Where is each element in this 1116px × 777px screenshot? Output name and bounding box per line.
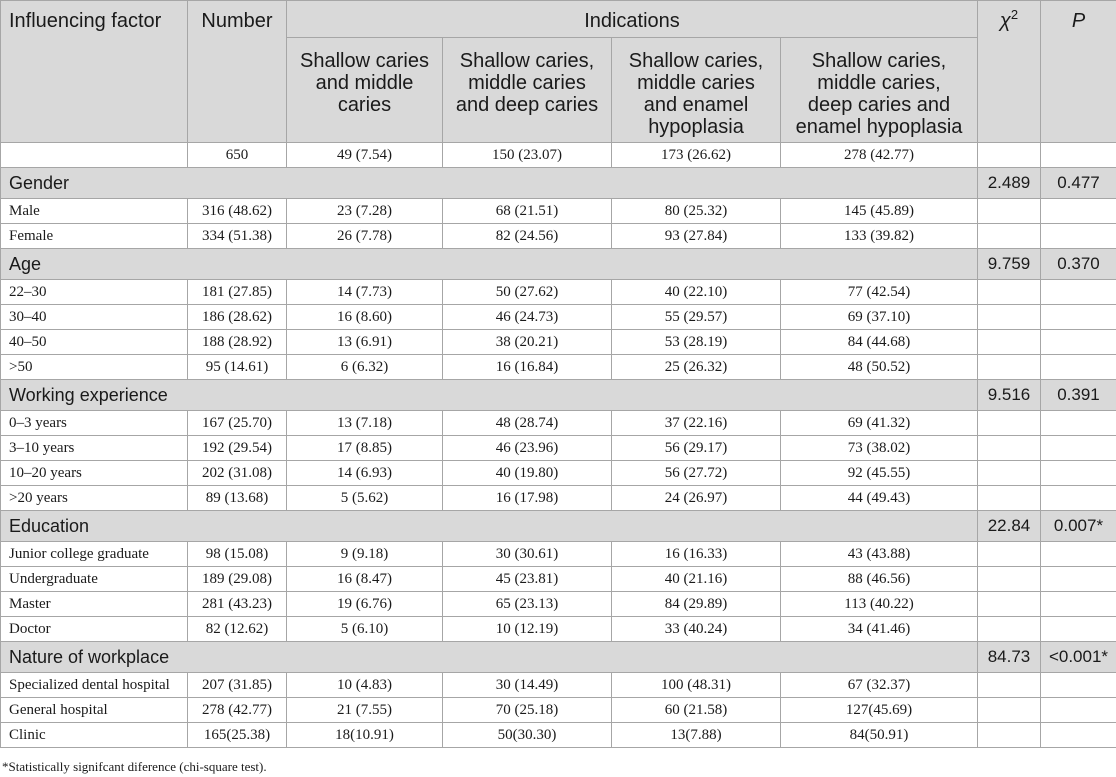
table-row (1, 461, 1116, 486)
p-value-cell (1041, 199, 1116, 224)
p-value-cell (1041, 280, 1116, 305)
indication-cell: 17 (8.85) (287, 436, 443, 461)
chi-square-value: 9.759 (978, 249, 1041, 280)
indication-cell: 13 (7.18) (287, 411, 443, 436)
indication-cell: 33 (40.24) (612, 617, 781, 642)
indication-cell: 30 (14.49) (443, 673, 612, 698)
table-row (1, 224, 1116, 249)
table-row (1, 330, 1116, 355)
factor-cell: 10–20 years (1, 461, 188, 486)
chi-square-cell (978, 673, 1041, 698)
factor-cell: General hospital (1, 698, 188, 723)
indication-cell: 68 (21.51) (443, 199, 612, 224)
indication-cell: 84 (29.89) (612, 592, 781, 617)
p-value-cell (1041, 592, 1116, 617)
p-value-cell (1041, 542, 1116, 567)
column-header-indication-shallow-middle-enamel: Shallow caries, middle caries and enamel hypoplasia (612, 38, 781, 143)
indication-cell: 48 (28.74) (443, 411, 612, 436)
indication-cell: 16 (16.33) (612, 542, 781, 567)
indication-cell: 93 (27.84) (612, 224, 781, 249)
table-row (1, 617, 1116, 642)
indication-cell: 13 (6.91) (287, 330, 443, 355)
number-cell: 165(25.38) (188, 723, 287, 748)
chi-square-cell (978, 330, 1041, 355)
indication-cell: 56 (29.17) (612, 436, 781, 461)
indication-cell: 5 (5.62) (287, 486, 443, 511)
indication-cell: 55 (29.57) (612, 305, 781, 330)
number-cell: 207 (31.85) (188, 673, 287, 698)
indication-cell: 9 (9.18) (287, 542, 443, 567)
chi-square-cell (978, 617, 1041, 642)
factor-cell: Master (1, 592, 188, 617)
indication-cell: 13(7.88) (612, 723, 781, 748)
indication-cell: 69 (41.32) (781, 411, 978, 436)
indication-cell: 46 (24.73) (443, 305, 612, 330)
chi-square-cell (978, 436, 1041, 461)
factor-cell: Junior college graduate (1, 542, 188, 567)
group-label: Working experience (1, 380, 978, 411)
indication-cell: 80 (25.32) (612, 199, 781, 224)
indication-cell: 37 (22.16) (612, 411, 781, 436)
indication-cell: 150 (23.07) (443, 143, 612, 168)
table-row (1, 567, 1116, 592)
p-value-cell (1041, 567, 1116, 592)
chi-square-cell (978, 143, 1041, 168)
indication-cell: 49 (7.54) (287, 143, 443, 168)
table-row (1, 698, 1116, 723)
indication-cell: 25 (26.32) (612, 355, 781, 380)
p-value-cell (1041, 673, 1116, 698)
table-row (1, 436, 1116, 461)
indication-cell: 26 (7.78) (287, 224, 443, 249)
indication-cell: 88 (46.56) (781, 567, 978, 592)
group-label: Education (1, 511, 978, 542)
number-cell: 188 (28.92) (188, 330, 287, 355)
indication-cell: 14 (7.73) (287, 280, 443, 305)
chi-square-value: 9.516 (978, 380, 1041, 411)
p-value-cell (1041, 698, 1116, 723)
p-value: 0.370 (1041, 249, 1116, 280)
indication-cell: 65 (23.13) (443, 592, 612, 617)
indication-cell: 278 (42.77) (781, 143, 978, 168)
table-row (1, 542, 1116, 567)
table-row (1, 486, 1116, 511)
group-row (1, 642, 1116, 673)
indication-cell: 21 (7.55) (287, 698, 443, 723)
chi-square-value: 22.84 (978, 511, 1041, 542)
factor-cell: 0–3 years (1, 411, 188, 436)
p-value-cell (1041, 143, 1116, 168)
p-value-cell (1041, 461, 1116, 486)
indication-cell: 84(50.91) (781, 723, 978, 748)
table-header (1, 1, 1116, 143)
number-cell: 82 (12.62) (188, 617, 287, 642)
p-value: 0.007* (1041, 511, 1116, 542)
indication-cell: 19 (6.76) (287, 592, 443, 617)
table-row (1, 355, 1116, 380)
table-row (1, 280, 1116, 305)
indication-cell: 16 (8.60) (287, 305, 443, 330)
indication-cell: 40 (22.10) (612, 280, 781, 305)
indication-cell: 16 (16.84) (443, 355, 612, 380)
indication-cell: 53 (28.19) (612, 330, 781, 355)
indication-cell: 24 (26.97) (612, 486, 781, 511)
number-cell: 189 (29.08) (188, 567, 287, 592)
number-cell: 89 (13.68) (188, 486, 287, 511)
number-cell: 192 (29.54) (188, 436, 287, 461)
factor-cell: >50 (1, 355, 188, 380)
indication-cell: 127(45.69) (781, 698, 978, 723)
p-value-cell (1041, 330, 1116, 355)
p-value: <0.001* (1041, 642, 1116, 673)
number-cell: 202 (31.08) (188, 461, 287, 486)
indication-cell: 92 (45.55) (781, 461, 978, 486)
chi-square-cell (978, 698, 1041, 723)
chi-square-cell (978, 542, 1041, 567)
indication-cell: 69 (37.10) (781, 305, 978, 330)
indication-cell: 56 (27.72) (612, 461, 781, 486)
factor-cell: 22–30 (1, 280, 188, 305)
indication-cell: 10 (4.83) (287, 673, 443, 698)
indication-cell: 82 (24.56) (443, 224, 612, 249)
table-footnote: *Statistically signifcant diference (chi-square test). (2, 759, 267, 774)
group-row (1, 511, 1116, 542)
header-row (1, 1, 1116, 38)
group-row (1, 168, 1116, 199)
indication-cell: 50(30.30) (443, 723, 612, 748)
number-cell: 281 (43.23) (188, 592, 287, 617)
indication-cell: 46 (23.96) (443, 436, 612, 461)
column-header-indication-shallow-middle: Shallow caries and middle caries (287, 38, 443, 143)
factor-cell: Undergraduate (1, 567, 188, 592)
column-header-indication-shallow-middle-deep: Shallow caries, middle caries and deep caries (443, 38, 612, 143)
chi-square-cell (978, 592, 1041, 617)
p-value-cell (1041, 723, 1116, 748)
indication-cell: 43 (43.88) (781, 542, 978, 567)
indication-cell: 6 (6.32) (287, 355, 443, 380)
p-value-cell (1041, 486, 1116, 511)
indication-cell: 30 (30.61) (443, 542, 612, 567)
factor-cell: 3–10 years (1, 436, 188, 461)
factor-cell: Specialized dental hospital (1, 673, 188, 698)
indication-cell: 40 (21.16) (612, 567, 781, 592)
chi-square-value: 2.489 (978, 168, 1041, 199)
chi-square-cell (978, 486, 1041, 511)
indication-cell: 14 (6.93) (287, 461, 443, 486)
table-row (1, 305, 1116, 330)
chi-square-cell (978, 723, 1041, 748)
column-header-chi-square (978, 1, 1041, 143)
indication-cell: 100 (48.31) (612, 673, 781, 698)
number-cell: 167 (25.70) (188, 411, 287, 436)
column-header-number: Number (188, 1, 287, 143)
number-cell: 181 (27.85) (188, 280, 287, 305)
indication-cell: 133 (39.82) (781, 224, 978, 249)
group-label: Age (1, 249, 978, 280)
indication-cell: 145 (45.89) (781, 199, 978, 224)
table-row (1, 199, 1116, 224)
chi-superscript: 2 (1010, 7, 1019, 22)
column-header-indications: Indications (287, 1, 978, 38)
indication-cell: 40 (19.80) (443, 461, 612, 486)
p-value-cell (1041, 224, 1116, 249)
indication-cell: 73 (38.02) (781, 436, 978, 461)
chi-square-cell (978, 305, 1041, 330)
indication-cell: 38 (20.21) (443, 330, 612, 355)
indication-cell: 67 (32.37) (781, 673, 978, 698)
factor-cell: 40–50 (1, 330, 188, 355)
p-value: 0.391 (1041, 380, 1116, 411)
indication-cell: 173 (26.62) (612, 143, 781, 168)
chi-square-cell (978, 567, 1041, 592)
p-value-cell (1041, 305, 1116, 330)
group-label: Nature of workplace (1, 642, 978, 673)
indication-cell: 70 (25.18) (443, 698, 612, 723)
table-row (1, 592, 1116, 617)
factor-cell: Male (1, 199, 188, 224)
indication-cell: 77 (42.54) (781, 280, 978, 305)
table-body (1, 143, 1116, 748)
p-value-cell (1041, 436, 1116, 461)
factor-cell: 30–40 (1, 305, 188, 330)
indication-cell: 48 (50.52) (781, 355, 978, 380)
chi-square-cell (978, 411, 1041, 436)
indication-cell: 34 (41.46) (781, 617, 978, 642)
indication-cell: 84 (44.68) (781, 330, 978, 355)
number-cell: 334 (51.38) (188, 224, 287, 249)
number-cell: 278 (42.77) (188, 698, 287, 723)
column-header-indication-all: Shallow caries, middle caries, deep caries and enamel hypoplasia (781, 38, 978, 143)
indication-cell: 16 (8.47) (287, 567, 443, 592)
table-row (1, 673, 1116, 698)
indication-cell: 10 (12.19) (443, 617, 612, 642)
factor-cell: >20 years (1, 486, 188, 511)
indication-cell: 113 (40.22) (781, 592, 978, 617)
p-value-cell (1041, 355, 1116, 380)
indication-cell: 60 (21.58) (612, 698, 781, 723)
indication-cell: 50 (27.62) (443, 280, 612, 305)
number-cell: 98 (15.08) (188, 542, 287, 567)
total-row (1, 143, 1116, 168)
factor-cell: Female (1, 224, 188, 249)
factor-cell: Doctor (1, 617, 188, 642)
column-header-p-value: P (1041, 1, 1116, 143)
indication-cell: 5 (6.10) (287, 617, 443, 642)
chi-square-cell (978, 280, 1041, 305)
column-header-influencing-factor: Influencing factor (1, 1, 188, 143)
indication-cell: 16 (17.98) (443, 486, 612, 511)
factor-cell: Clinic (1, 723, 188, 748)
number-cell: 650 (188, 143, 287, 168)
factor-cell (1, 143, 188, 168)
p-value-cell (1041, 617, 1116, 642)
chi-square-cell (978, 224, 1041, 249)
indication-cell: 23 (7.28) (287, 199, 443, 224)
table-row (1, 723, 1116, 748)
number-cell: 186 (28.62) (188, 305, 287, 330)
indication-cell: 44 (49.43) (781, 486, 978, 511)
chi-symbol: χ (999, 10, 1011, 32)
table-row (1, 411, 1116, 436)
p-value: 0.477 (1041, 168, 1116, 199)
indication-cell: 45 (23.81) (443, 567, 612, 592)
chi-square-cell (978, 461, 1041, 486)
p-value-cell (1041, 411, 1116, 436)
chi-square-cell (978, 355, 1041, 380)
number-cell: 316 (48.62) (188, 199, 287, 224)
group-row (1, 380, 1116, 411)
chi-square-cell (978, 199, 1041, 224)
indication-cell: 18(10.91) (287, 723, 443, 748)
chi-square-value: 84.73 (978, 642, 1041, 673)
group-label: Gender (1, 168, 978, 199)
group-row (1, 249, 1116, 280)
number-cell: 95 (14.61) (188, 355, 287, 380)
